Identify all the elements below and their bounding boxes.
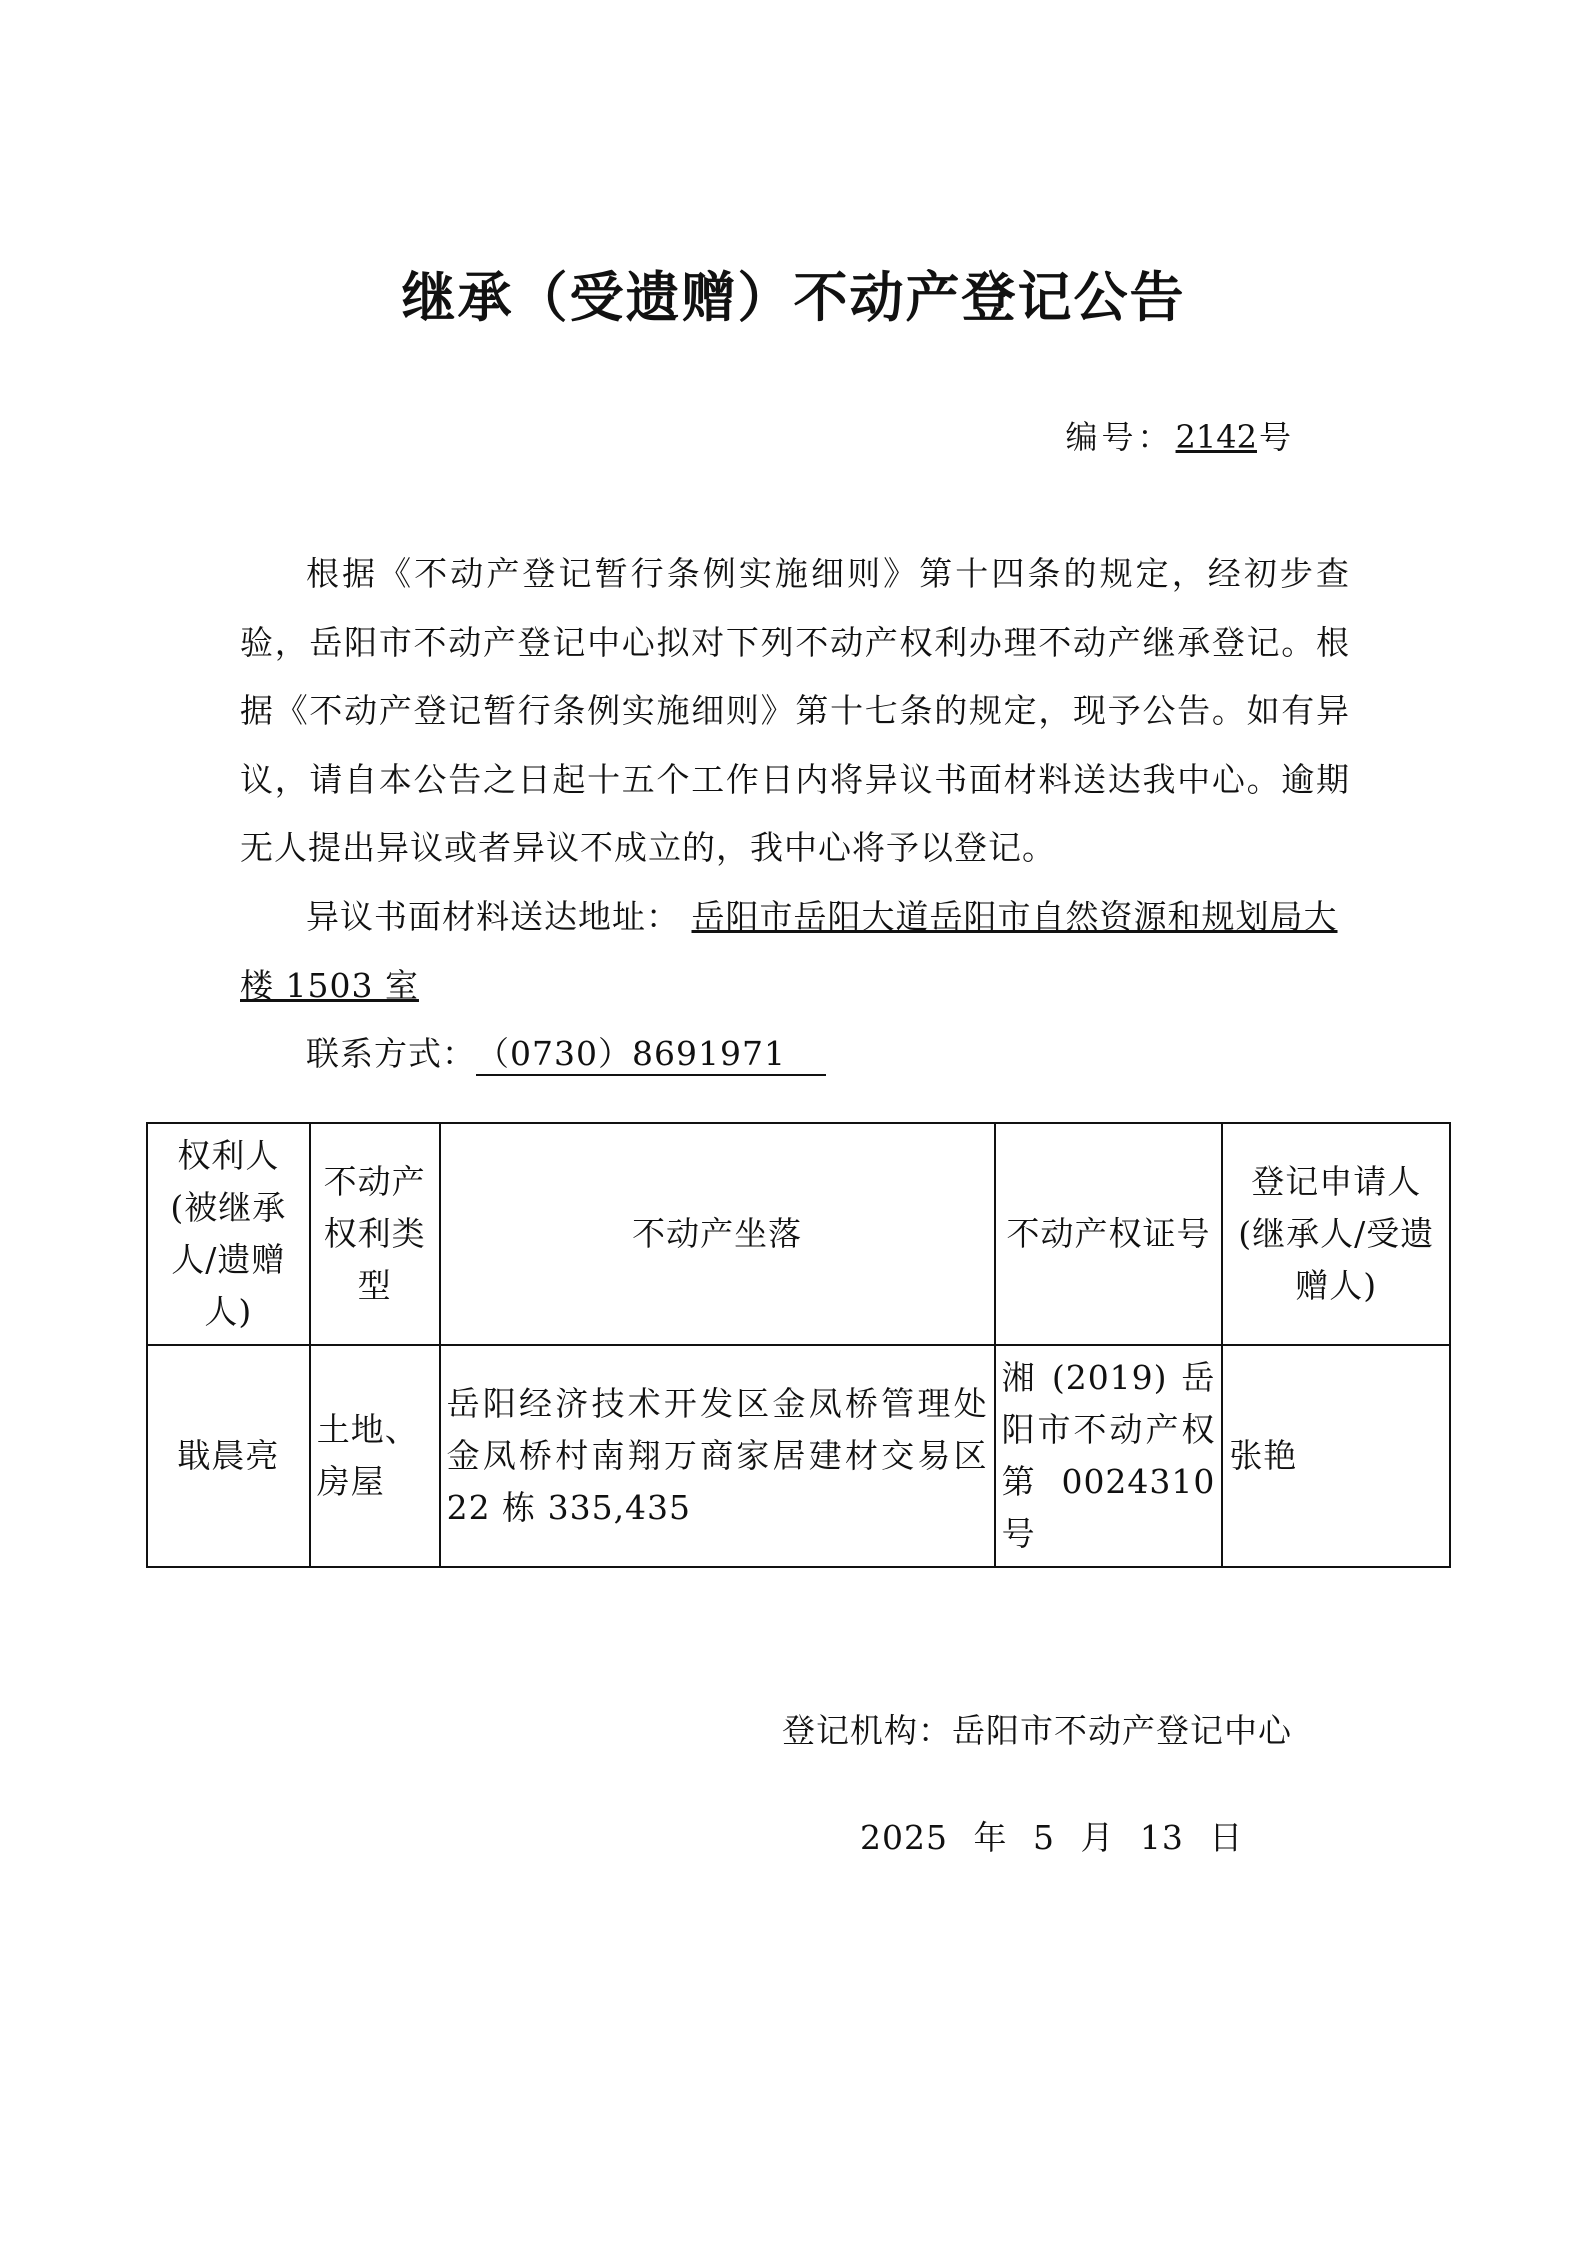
objection-address [240,883,1350,1020]
objection-address-label: 异议书面材料送达地址： [306,897,680,936]
objection-address-value: 岳阳市岳阳大道岳阳市自然资源和规划局大楼 1503 室 [240,897,1338,1005]
cell-cert-no: 湘 (2019) 岳阳市不动产权第 0024310 号 [995,1345,1223,1567]
header-cert-no: 不动产权证号 [995,1123,1223,1345]
document-number [1066,412,1295,458]
cell-owner: 戢晨亮 [147,1345,310,1567]
header-location: 不动产坐落 [440,1123,995,1345]
table-row [147,1345,1450,1567]
notice-date: 2025 年 5 月 13 日 [860,1818,1244,1857]
registration-org-label: 登记机构： [782,1711,952,1750]
cell-right-type: 土地、房屋 [310,1345,440,1567]
document-number-value: 2142 [1175,418,1257,456]
cell-applicant: 张艳 [1222,1345,1450,1567]
header-applicant: 登记申请人(继承人/受遗赠人) [1222,1123,1450,1345]
notice-body-paragraph: 根据《不动产登记暂行条例实施细则》第十四条的规定，经初步查验，岳阳市不动产登记中心拟对下列不动产权利办理不动产继承登记。根据《不动产登记暂行条例实施细则》第十七条的规定，现予公告。如有异议，请自本公告之日起十五个工作日内将异议书面材料送达我中心。逾期无人提出异议或者异议不成立的，我中心将予以登记。 [240,554,1350,867]
registration-org [782,1705,1292,1752]
contact-info [240,1020,826,1089]
table-header-row [147,1123,1450,1345]
header-right-type: 不动产权利类型 [310,1123,440,1345]
document-number-label: 编号： [1065,418,1174,456]
contact-label: 联系方式： [306,1034,476,1073]
registration-table [146,1122,1451,1568]
notice-title: 继承（受遗赠）不动产登记公告 [401,266,1186,329]
registration-org-value: 岳阳市不动产登记中心 [952,1711,1292,1750]
header-owner: 权利人(被继承人/遗赠人) [147,1123,310,1345]
contact-value: （0730）8691971 [476,1034,826,1076]
cell-location: 岳阳经济技术开发区金凤桥管理处金凤桥村南翔万商家居建材交易区 22 栋 335,435 [440,1345,995,1567]
document-number-suffix: 号 [1258,418,1295,456]
